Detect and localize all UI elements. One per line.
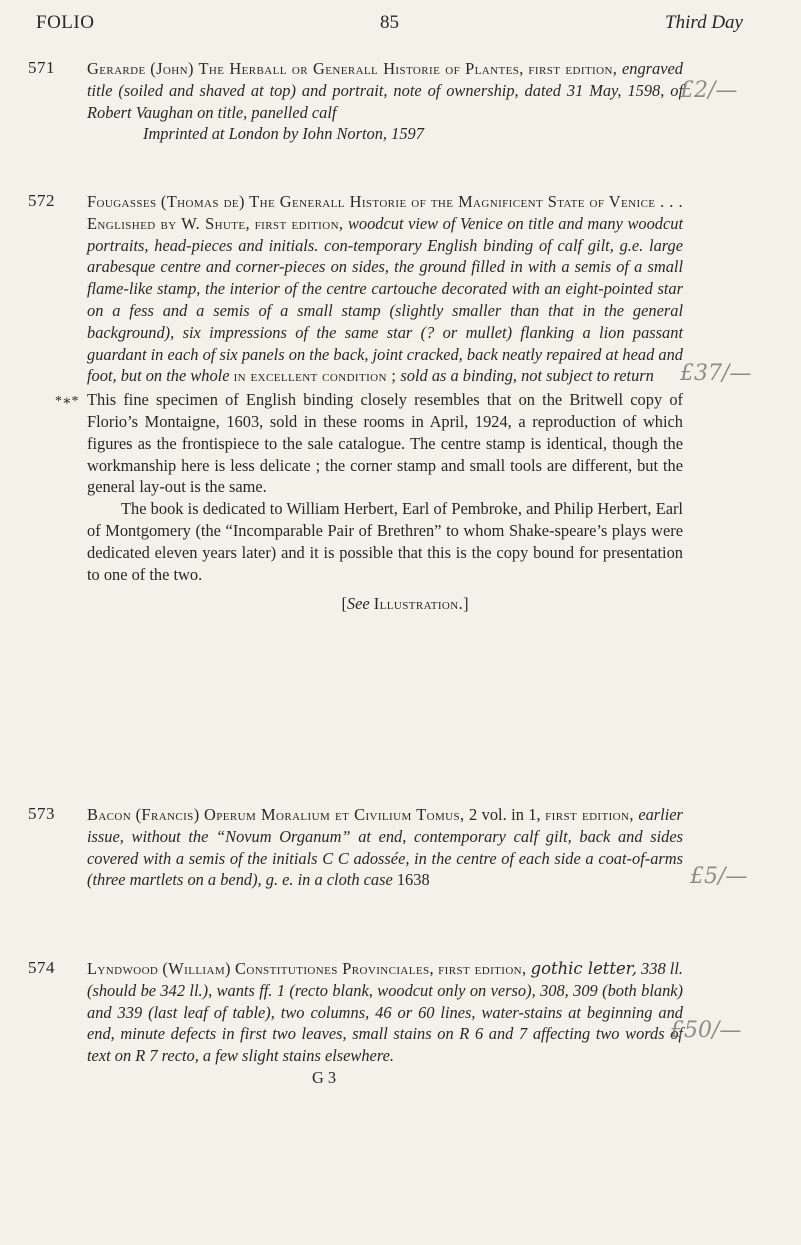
lot-title: The Herball or Generall Historie of Plantes, — [198, 59, 524, 78]
lot-details: without the “Novum Organum” at end, contemporary calf gilt, back and sides covered with a semis of the initials C C adossée, in the centre of each side a coat-of-arms (three martlets on a bend), g. e. in a cloth case — [87, 826, 683, 890]
lot-edition: first edition, — [528, 59, 618, 78]
lot-description — [87, 804, 683, 891]
lot-details: 338 ll. (should be 342 ll.), wants ff. 1 (recto blank, woodcut only on verso), 308, 309 (both blank) and 339 (last leaf of table), two columns, 46 or 60 lines, water-stains at beginning and end, minute defects in first two leaves, small stains on R 6 and 7 affecting two words of text on R 7 recto, a few slight stains elsewhere. — [87, 959, 683, 1066]
lot-imprint: Imprinted at London by Iohn Norton, 1597 — [143, 124, 424, 144]
lot-details: engraved title (soiled and shaved at top) and portrait, note of ownership, dated 31 May, 1598, of Robert Vaughan on title, panelled calf — [87, 59, 683, 122]
signature-mark: G 3 — [312, 1067, 337, 1087]
lot-number: 571 — [28, 58, 55, 77]
lot-title: The Generall Historie of the Magnificent State of Venice . . . Englished by W. Shute, — [87, 192, 683, 233]
lot-edition: first edition, — [545, 805, 634, 824]
lot-type: gothic letter, — [530, 959, 637, 978]
lot-number: 572 — [28, 191, 55, 210]
lot-condition: in excellent condition ; — [233, 366, 397, 386]
lot-number: 573 — [28, 804, 55, 823]
lot-imprint: 1638 — [396, 870, 430, 890]
header-folio: FOLIO — [36, 12, 95, 33]
handwritten-price: £50/— — [670, 1018, 742, 1043]
header-day: Third Day — [665, 12, 743, 33]
handwritten-price: £37/— — [680, 361, 752, 386]
running-header — [0, 8, 801, 38]
lot-author: Bacon — [87, 805, 132, 824]
lot-volumes: 2 vol. in 1, — [468, 805, 541, 824]
lot-description — [55, 191, 683, 615]
page-number: 85 — [380, 12, 399, 33]
handwritten-price: £5/— — [690, 864, 748, 889]
lot-author-name: (William) — [162, 959, 231, 978]
lot-author-name: (Thomas de) — [160, 192, 245, 211]
note-paragraph: The book is dedicated to William Herbert, Earl of Pembroke, and Philip Herbert, Earl of Montgomery (the “Incomparable Pair of Brethren” to whom Shake-speare’s plays were dedicated eleven years later) and it is possible that this is the copy bound for presentation to one of the two. — [87, 499, 683, 584]
lot-description — [87, 58, 683, 145]
asterism: *∗* — [55, 394, 79, 410]
lot-author-name: (John) — [150, 59, 194, 78]
lot-details-tail: sold as a binding, not subject to return — [400, 366, 654, 386]
note-paragraph: This fine specimen of English binding closely resembles that on the Britwell copy of Florio’s Montaigne, 1603, sold in these rooms in April, 1924, a reproduction of which figures as the frontispiece to the sale catalogue. The centre stamp is identical, though the workmanship here is less delicate ; the corner stamp and small tools are different, but the general lay-out is the same. — [87, 390, 683, 497]
lot-author-name: (Francis) — [135, 805, 200, 824]
lot-author: Fougasses — [87, 192, 157, 211]
lot-description — [87, 958, 683, 1089]
handwritten-price: £2/— — [680, 78, 738, 103]
lot-note — [55, 389, 683, 615]
lot-edition: first edition, — [438, 959, 527, 978]
lot-issue: earlier issue, — [87, 805, 683, 846]
lot-edition: first edition, — [254, 213, 344, 233]
lot-title: Operum Moralium et Civilium Tomus, — [204, 805, 465, 824]
lot-author: Gerarde — [87, 59, 146, 78]
lot-title: Constitutiones Provinciales, — [235, 959, 434, 978]
see-illustration: [See Illustration.] — [341, 594, 469, 614]
lot-details: woodcut view of Venice on title and many woodcut portraits, head-pieces and initials. con-temporary English binding of calf gilt, g.e. large arabesque centre and corner-pieces on sides, the ground filled in with a semis of a small flame-like stamp, the interior of the centre cartouche decorated with an eight-pointed star on a fess and a semis of a small stamp (slightly smaller than that in the general background), six impressions of the same star (? or mullet) flanking a lion passant guardant in each of six panels on the back, joint cracked, back neatly repaired at head and foot, but on the whole — [87, 213, 683, 386]
lot-number: 574 — [28, 958, 55, 977]
lot-author: Lyndwood — [87, 959, 159, 978]
